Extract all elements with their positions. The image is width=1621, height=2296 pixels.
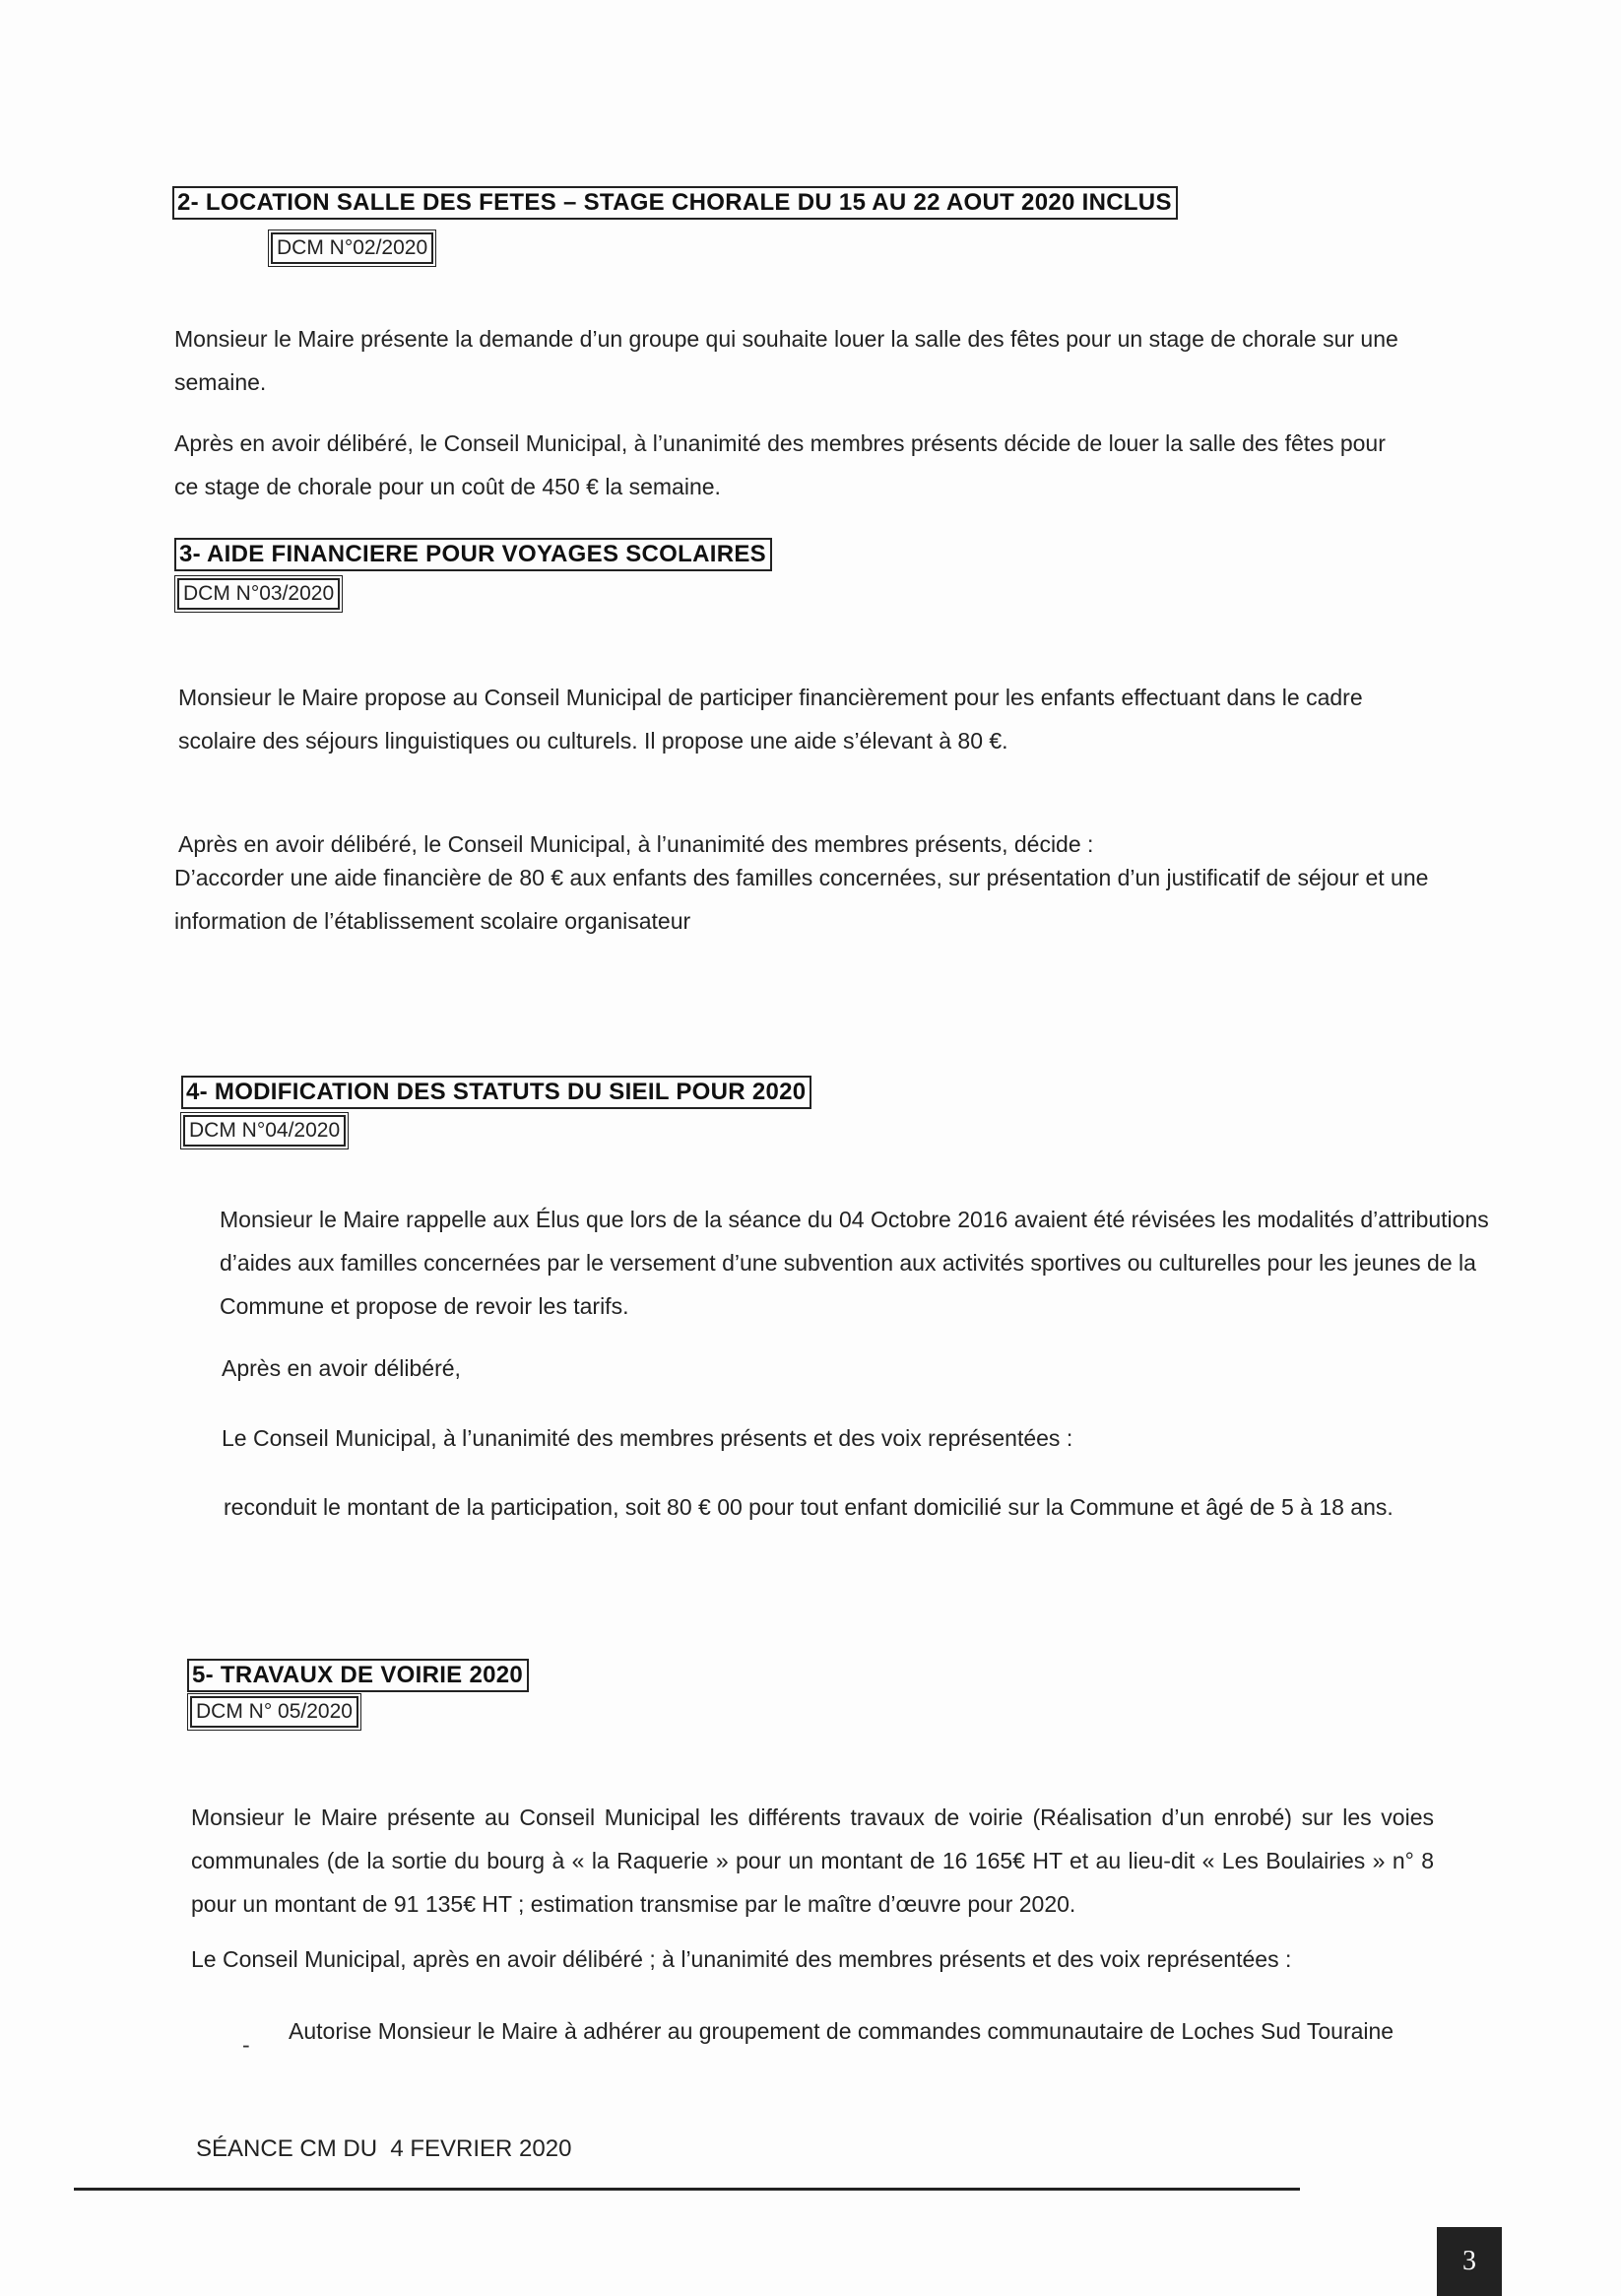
section-2-paragraph-2: Après en avoir délibéré, le Conseil Municipal, à l’unanimité des membres présents décide de louer la salle des fêtes pour ce stage de chorale pour un coût de 450 € la semaine. xyxy=(174,430,1386,499)
section-3-title: 3- AIDE FINANCIERE POUR VOYAGES SCOLAIRES xyxy=(174,538,772,571)
section-5-bullet-text: Autorise Monsieur le Maire à adhérer au groupement de commandes communautaire de Loches Sud Touraine xyxy=(289,2018,1394,2044)
section-5-bullet-marker: - xyxy=(242,2032,250,2058)
section-3-paragraph-2: Après en avoir délibéré, le Conseil Municipal, à l’unanimité des membres présents, décide : xyxy=(178,831,1094,857)
section-3-dcm-reference: DCM N°03/2020 xyxy=(177,578,340,610)
page-number-badge: 3 xyxy=(1437,2227,1502,2296)
section-2-paragraph-1: Monsieur le Maire présente la demande d’un groupe qui souhaite louer la salle des fêtes pour un stage de chorale sur une semaine. xyxy=(174,326,1398,395)
section-5-dcm-reference: DCM N° 05/2020 xyxy=(190,1696,358,1728)
section-5-paragraph-2: Le Conseil Municipal, après en avoir délibéré ; à l’unanimité des membres présents et des voix représentées : xyxy=(191,1946,1292,1972)
footer-session-date: SÉANCE CM DU 4 FEVRIER 2020 xyxy=(196,2135,572,2162)
section-3-paragraph-1: Monsieur le Maire propose au Conseil Municipal de participer financièrement pour les enfants effectuant dans le cadre scolaire des séjours linguistiques ou culturels. Il propose une aide s’élevant à 80 €. xyxy=(178,685,1363,754)
section-4-paragraph-2: Après en avoir délibéré, xyxy=(222,1355,461,1381)
section-2-dcm-reference: DCM N°02/2020 xyxy=(271,232,433,264)
section-4-title: 4- MODIFICATION DES STATUTS DU SIEIL POUR 2020 xyxy=(181,1076,811,1109)
section-4-dcm-reference: DCM N°04/2020 xyxy=(183,1115,346,1147)
section-5-title: 5- TRAVAUX DE VOIRIE 2020 xyxy=(187,1659,529,1692)
section-4-paragraph-3: Le Conseil Municipal, à l’unanimité des membres présents et des voix représentées : xyxy=(222,1425,1073,1451)
footer-divider xyxy=(74,2188,1300,2191)
section-4-paragraph-4: reconduit le montant de la participation, soit 80 € 00 pour tout enfant domicilié sur la Commune et âgé de 5 à 18 ans. xyxy=(224,1494,1394,1520)
section-2-title: 2- LOCATION SALLE DES FETES – STAGE CHORALE DU 15 AU 22 AOUT 2020 INCLUS xyxy=(172,186,1178,220)
section-4-paragraph-1: Monsieur le Maire rappelle aux Élus que lors de la séance du 04 Octobre 2016 avaient été révisées les modalités d’attributions d’aides aux familles concernées par le versement d’une subvention aux activités sportives ou culturelles pour les jeunes de la Commune et propose de revoir les tarifs. xyxy=(220,1207,1489,1319)
section-5-paragraph-1: Monsieur le Maire présente au Conseil Municipal les différents travaux de voirie (Réalisation d’un enrobé) sur les voies communales (de la sortie du bourg à « la Raquerie » pour un montant de 16 165€ HT et au lieu-dit « Les Boulairies » n° 8 pour un montant de 91 135€ HT ; estimation transmise par le maître d’œuvre pour 2020. xyxy=(191,1804,1434,1917)
section-3-paragraph-3: D’accorder une aide financière de 80 € aux enfants des familles concernées, sur présentation d’un justificatif de séjour et une information de l’établissement scolaire organisateur xyxy=(174,865,1429,934)
